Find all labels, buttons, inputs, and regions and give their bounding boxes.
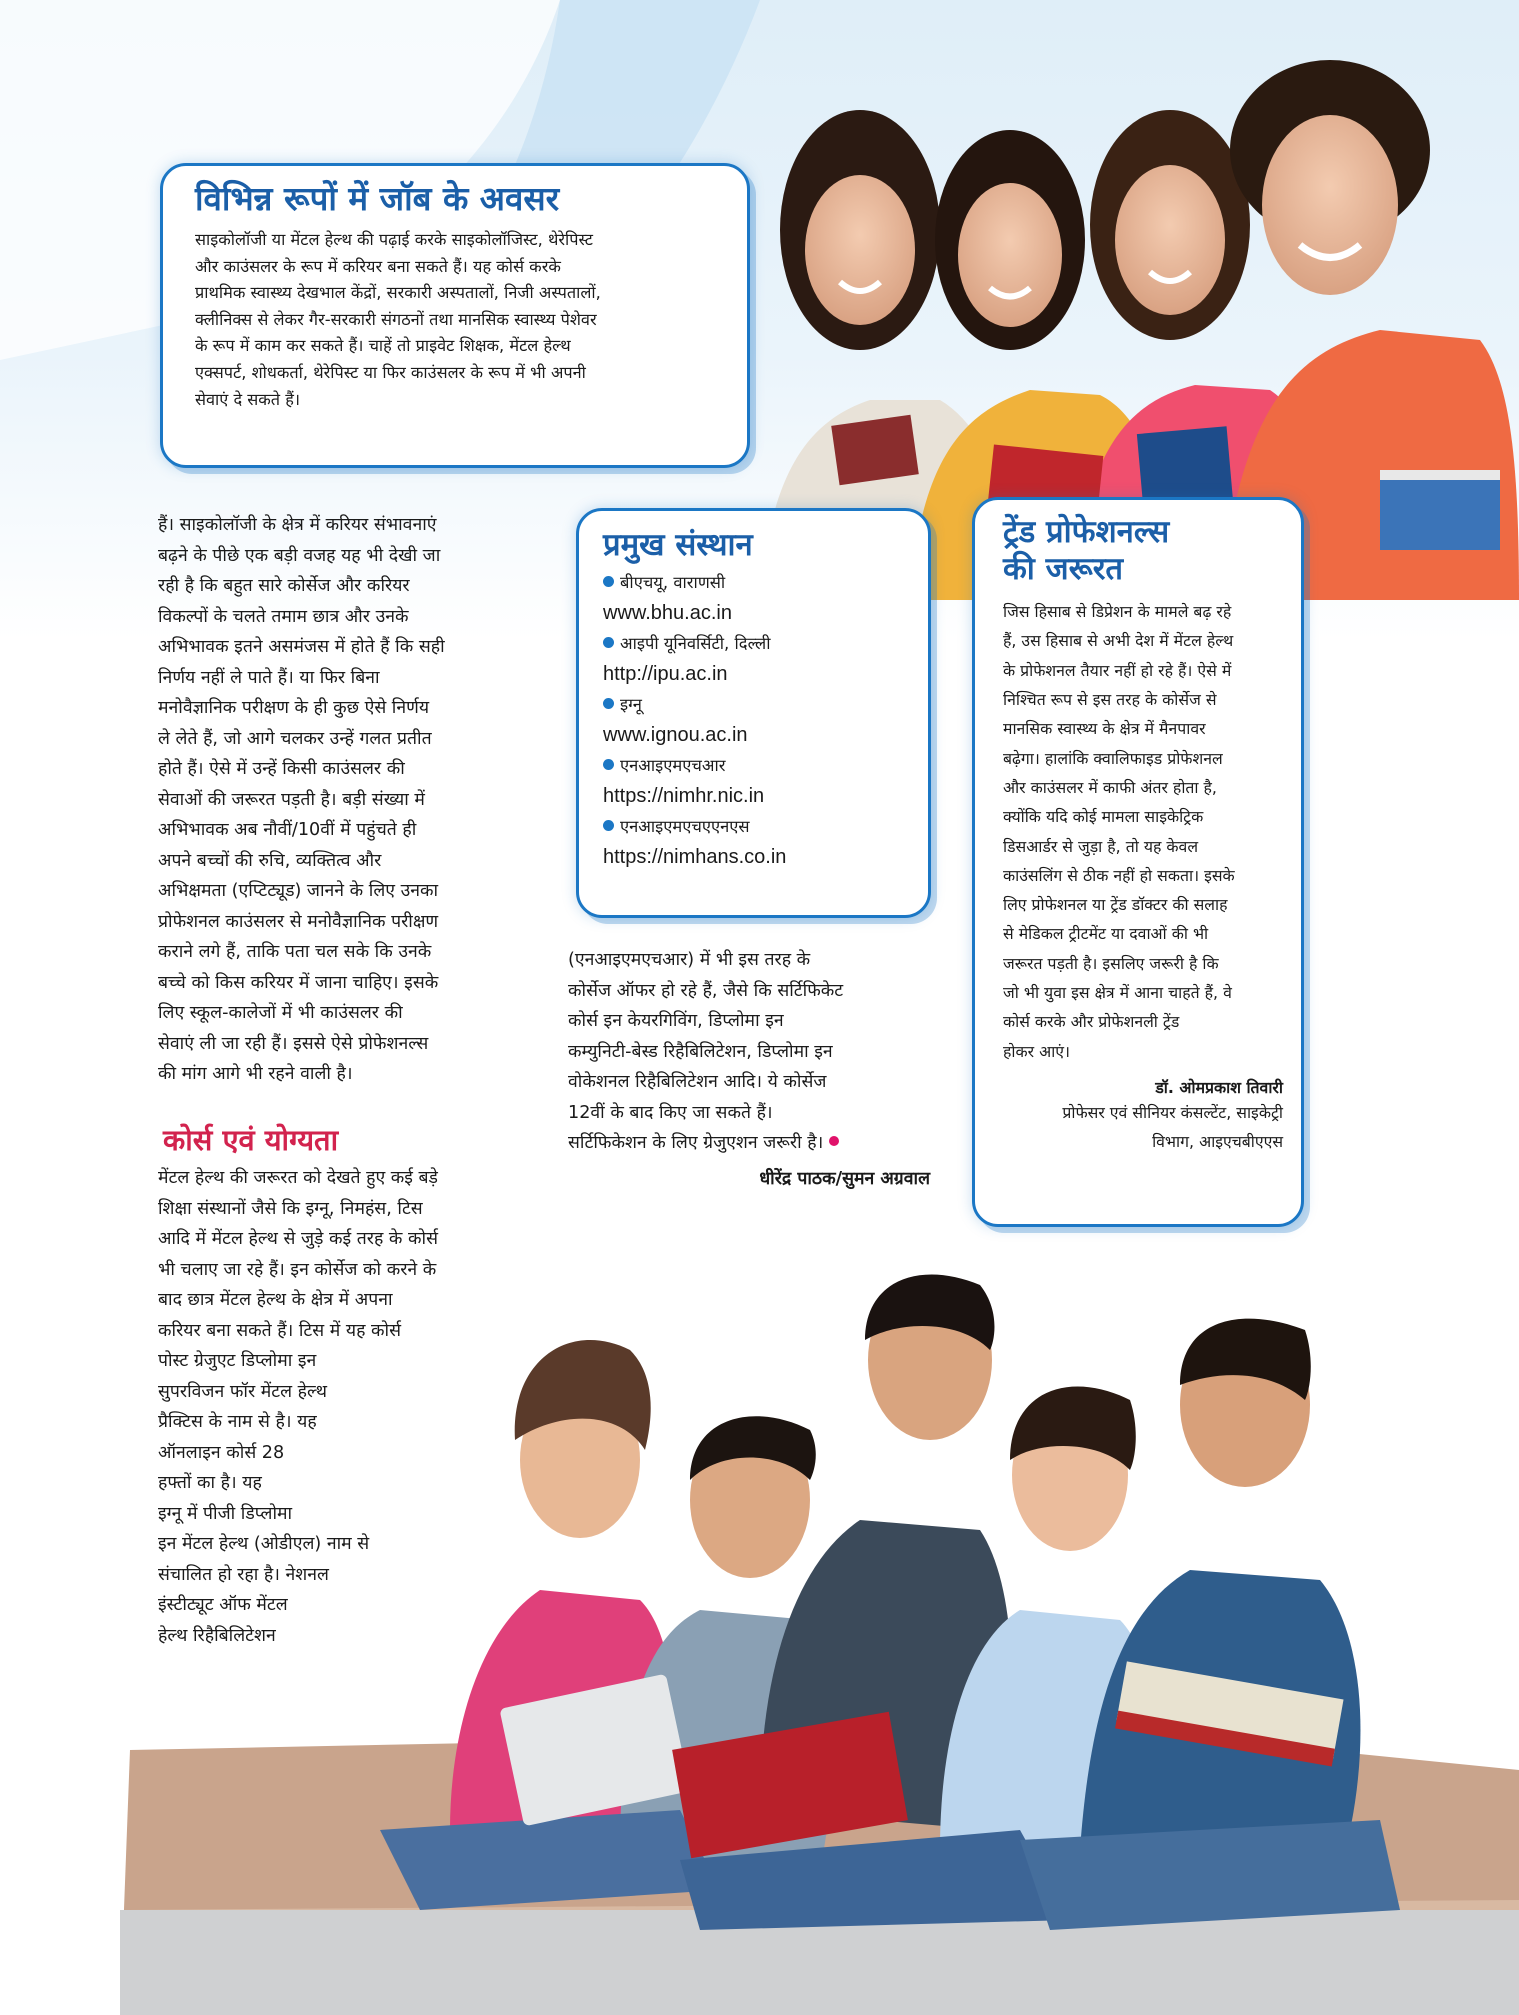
article-authors: धीरेंद्र पाठक/सुमन अग्रवाल bbox=[759, 1169, 930, 1189]
text-line: क्योंकि यदि कोई मामला साइकेट्रिक bbox=[1003, 807, 1204, 827]
institute-url[interactable]: http://ipu.ac.in bbox=[603, 663, 728, 686]
text-line: कम्युनिटी-बेस्ड रिहैबिलिटेशन, डिप्लोमा इन bbox=[568, 1041, 833, 1062]
text-line: इंस्टीट्यूट ऑफ मेंटल bbox=[158, 1595, 288, 1615]
text-line: वोकेशनल रिहैबिलिटेशन आदि। ये कोर्सेज bbox=[568, 1072, 827, 1092]
text-line: और काउंसलर के रूप में करियर बना सकते हैं। यह कोर्स करके bbox=[195, 256, 561, 276]
institute-url[interactable]: www.bhu.ac.in bbox=[603, 602, 732, 625]
course-eligibility-text bbox=[158, 1163, 538, 1651]
text-line: प्रोफेशनल काउंसलर से मनोवैज्ञानिक परीक्षण bbox=[158, 911, 439, 932]
job-opportunities-text bbox=[195, 227, 725, 413]
text-line: लिए स्कूल-कालेजों में भी काउंसलर की bbox=[158, 1003, 403, 1023]
text-line: कोर्स इन केयरगिविंग, डिप्लोमा इन bbox=[568, 1011, 784, 1031]
trained-professionals-box bbox=[972, 497, 1304, 1227]
text-line: भी चलाए जा रहे हैं। इन कोर्सेज को करने के bbox=[158, 1259, 437, 1280]
text-line: साइकोलॉजी या मेंटल हेल्थ की पढ़ाई करके साइकोलॉजिस्ट, थेरेपिस्ट bbox=[195, 229, 594, 249]
text-line: जरूरत पड़ती है। इसलिए जरूरी है कि bbox=[1003, 953, 1219, 973]
text-line: सेवाएं दे सकते हैं। bbox=[195, 389, 301, 409]
institute-name: इग्नू bbox=[603, 690, 910, 721]
text-line: सेवाएं ली जा रही हैं। इससे ऐसे प्रोफेशनल्स bbox=[158, 1033, 429, 1054]
text-line: कराने लगे हैं, ताकि पता चल सके कि उनके bbox=[158, 942, 432, 962]
text-line: रही है कि बहुत सारे कोर्सेज और करियर bbox=[158, 576, 410, 596]
text-line: होते हैं। ऐसे में उन्हें किसी काउंसलर की bbox=[158, 759, 405, 779]
text-line: अभिक्षमता (एप्टिट्यूड) जानने के लिए उनका bbox=[158, 881, 439, 901]
text-line: मानसिक स्वास्थ्य के क्षेत्र में मैनपावर bbox=[1003, 719, 1206, 739]
expert-designation: प्रोफेसर एवं सीनियर कंसल्टेंट, साइकेट्री विभाग, आइएचबीएएस bbox=[1062, 1102, 1283, 1151]
text-line: हैं। साइकोलॉजी के क्षेत्र में करियर संभावनाएं bbox=[158, 515, 437, 535]
institute-name: बीएचयू, वाराणसी bbox=[603, 568, 910, 599]
text-line: (एनआइएमएचआर) में भी इस तरह के bbox=[568, 950, 811, 970]
text-line: अपने बच्चों की रुचि, व्यक्तित्व और bbox=[158, 850, 382, 871]
institute-url[interactable]: www.ignou.ac.in bbox=[603, 724, 748, 747]
text-line: सुपरविजन फॉर मेंटल हेल्थ bbox=[158, 1381, 328, 1402]
nimhr-courses-text bbox=[568, 945, 928, 1159]
end-mark-icon bbox=[829, 1136, 839, 1146]
text-line: इन मेंटल हेल्थ (ओडीएल) नाम से bbox=[158, 1534, 370, 1554]
career-prospects-text bbox=[158, 510, 538, 1090]
text-line: बच्चे को किस करियर में जाना चाहिए। इसके bbox=[158, 972, 439, 993]
text-line: विकल्पों के चलते तमाम छात्र और उनके bbox=[158, 606, 409, 627]
text-line: निर्णय नहीं ले पाते हैं। या फिर बिना bbox=[158, 667, 380, 688]
institute-url[interactable]: https://nimhr.nic.in bbox=[603, 785, 765, 808]
text-line: संचालित हो रहा है। नेशनल bbox=[158, 1564, 329, 1585]
job-opportunities-box bbox=[160, 163, 750, 468]
text-line: होकर आएं। bbox=[1003, 1041, 1070, 1061]
text-line: बाद छात्र मेंटल हेल्थ के क्षेत्र में अपना bbox=[158, 1290, 393, 1310]
institutes-box bbox=[576, 508, 931, 918]
bullet-icon bbox=[603, 698, 614, 709]
text-line: से मेडिकल ट्रीटमेंट या दवाओं की भी bbox=[1003, 924, 1209, 944]
bullet-icon bbox=[603, 759, 614, 770]
institute-url[interactable]: https://nimhans.co.in bbox=[603, 846, 787, 869]
bullet-icon bbox=[603, 576, 614, 587]
text-line: मनोवैज्ञानिक परीक्षण के ही कुछ ऐसे निर्णय bbox=[158, 698, 430, 718]
text-line: निश्चित रूप से इस तरह के कोर्सेज से bbox=[1003, 690, 1217, 710]
institute-name: एनआइएमएचआर bbox=[603, 751, 910, 782]
bullet-icon bbox=[603, 820, 614, 831]
text-line: क्लीनिक्स से लेकर गैर-सरकारी संगठनों तथा मानसिक स्वास्थ्य पेशेवर bbox=[195, 309, 597, 329]
text-line: प्राथमिक स्वास्थ्य देखभाल केंद्रों, सरकारी अस्पतालों, निजी अस्पतालों, bbox=[195, 283, 601, 303]
institute-name: आइपी यूनिवर्सिटी, दिल्ली bbox=[603, 629, 910, 660]
text-line: ले लेते हैं, जो आगे चलकर उन्हें गलत प्रतीत bbox=[158, 728, 432, 749]
text-line: हैं, उस हिसाब से अभी देश में मेंटल हेल्थ bbox=[1003, 631, 1234, 651]
text-line: अभिभावक अब नौवीं/10वीं में पहुंचते ही bbox=[158, 820, 417, 840]
text-line: ऑनलाइन कोर्स 28 bbox=[158, 1442, 285, 1463]
course-eligibility-heading: कोर्स एवं योग्यता bbox=[163, 1123, 339, 1157]
job-opportunities-title: विभिन्न रूपों में जॉब के अवसर bbox=[195, 179, 560, 218]
text-line: सेवाओं की जरूरत पड़ती है। बड़ी संख्या में bbox=[158, 789, 425, 810]
text-line: बढ़ने के पीछे एक बड़ी वजह यह भी देखी जा bbox=[158, 545, 441, 566]
expert-name: डॉ. ओमप्रकाश तिवारी bbox=[1155, 1077, 1283, 1097]
text-line: के रूप में काम कर सकते हैं। चाहें तो प्राइवेट शिक्षक, मेंटल हेल्थ bbox=[195, 336, 571, 356]
text-line: कोर्स करके और प्रोफेशनली ट्रेंड bbox=[1003, 1012, 1180, 1032]
text-line: सर्टिफिकेशन के लिए ग्रेजुएशन जरूरी है। bbox=[568, 1128, 928, 1159]
text-line: आदि में मेंटल हेल्थ से जुड़े कई तरह के कोर्स bbox=[158, 1229, 438, 1249]
text-line: डिसआर्डर से जुड़ा है, तो यह केवल bbox=[1003, 836, 1199, 856]
text-line: अभिभावक इतने असमंजस में होते हैं कि सही bbox=[158, 637, 445, 657]
text-line: जो भी युवा इस क्षेत्र में आना चाहते हैं, वे bbox=[1003, 983, 1232, 1003]
trained-professionals-title: ट्रेंड प्रोफेशनल्स की जरूरत bbox=[1003, 514, 1170, 587]
text-line: हेल्थ रिहैबिलिटेशन bbox=[158, 1625, 276, 1646]
text-line: पोस्ट ग्रेजुएट डिप्लोमा इन bbox=[158, 1351, 317, 1371]
institute-name: एनआइएमएचएएनएस bbox=[603, 812, 910, 843]
text-line: काउंसलिंग से ठीक नहीं हो सकता। इसके bbox=[1003, 865, 1235, 885]
text-line: 12वीं के बाद किए जा सकते हैं। bbox=[568, 1102, 773, 1123]
trained-professionals-text bbox=[1003, 597, 1283, 1066]
text-line: मेंटल हेल्थ की जरूरत को देखते हुए कई बड़े bbox=[158, 1168, 438, 1188]
text-line: करियर बना सकते हैं। टिस में यह कोर्स bbox=[158, 1320, 401, 1341]
text-line: शिक्षा संस्थानों जैसे कि इग्नू, निमहंस, टिस bbox=[158, 1198, 423, 1219]
text-line: की मांग आगे भी रहने वाली है। bbox=[158, 1064, 353, 1084]
bullet-icon bbox=[603, 637, 614, 648]
text-line: हफ्तों का है। यह bbox=[158, 1473, 262, 1493]
text-line: लिए प्रोफेशनल या ट्रेंड डॉक्टर की सलाह bbox=[1003, 895, 1228, 915]
text-line: बढ़ेगा। हालांकि क्वालिफाइड प्रोफेशनल bbox=[1003, 748, 1223, 768]
text-line: एक्सपर्ट, शोधकर्ता, थेरेपिस्ट या फिर काउंसलर के रूप में भी अपनी bbox=[195, 362, 586, 382]
text-line: इग्नू में पीजी डिप्लोमा bbox=[158, 1503, 293, 1524]
text-line: और काउंसलर में काफी अंतर होता है, bbox=[1003, 777, 1217, 797]
text-line: प्रैक्टिस के नाम से है। यह bbox=[158, 1412, 317, 1432]
text-line: जिस हिसाब से डिप्रेशन के मामले बढ़ रहे bbox=[1003, 602, 1232, 622]
institutes-title: प्रमुख संस्थान bbox=[603, 527, 753, 563]
text-line: के प्रोफेशनल तैयार नहीं हो रहे हैं। ऐसे में bbox=[1003, 660, 1232, 680]
text-line: कोर्सेज ऑफर हो रहे हैं, जैसे कि सर्टिफिकेट bbox=[568, 980, 844, 1001]
